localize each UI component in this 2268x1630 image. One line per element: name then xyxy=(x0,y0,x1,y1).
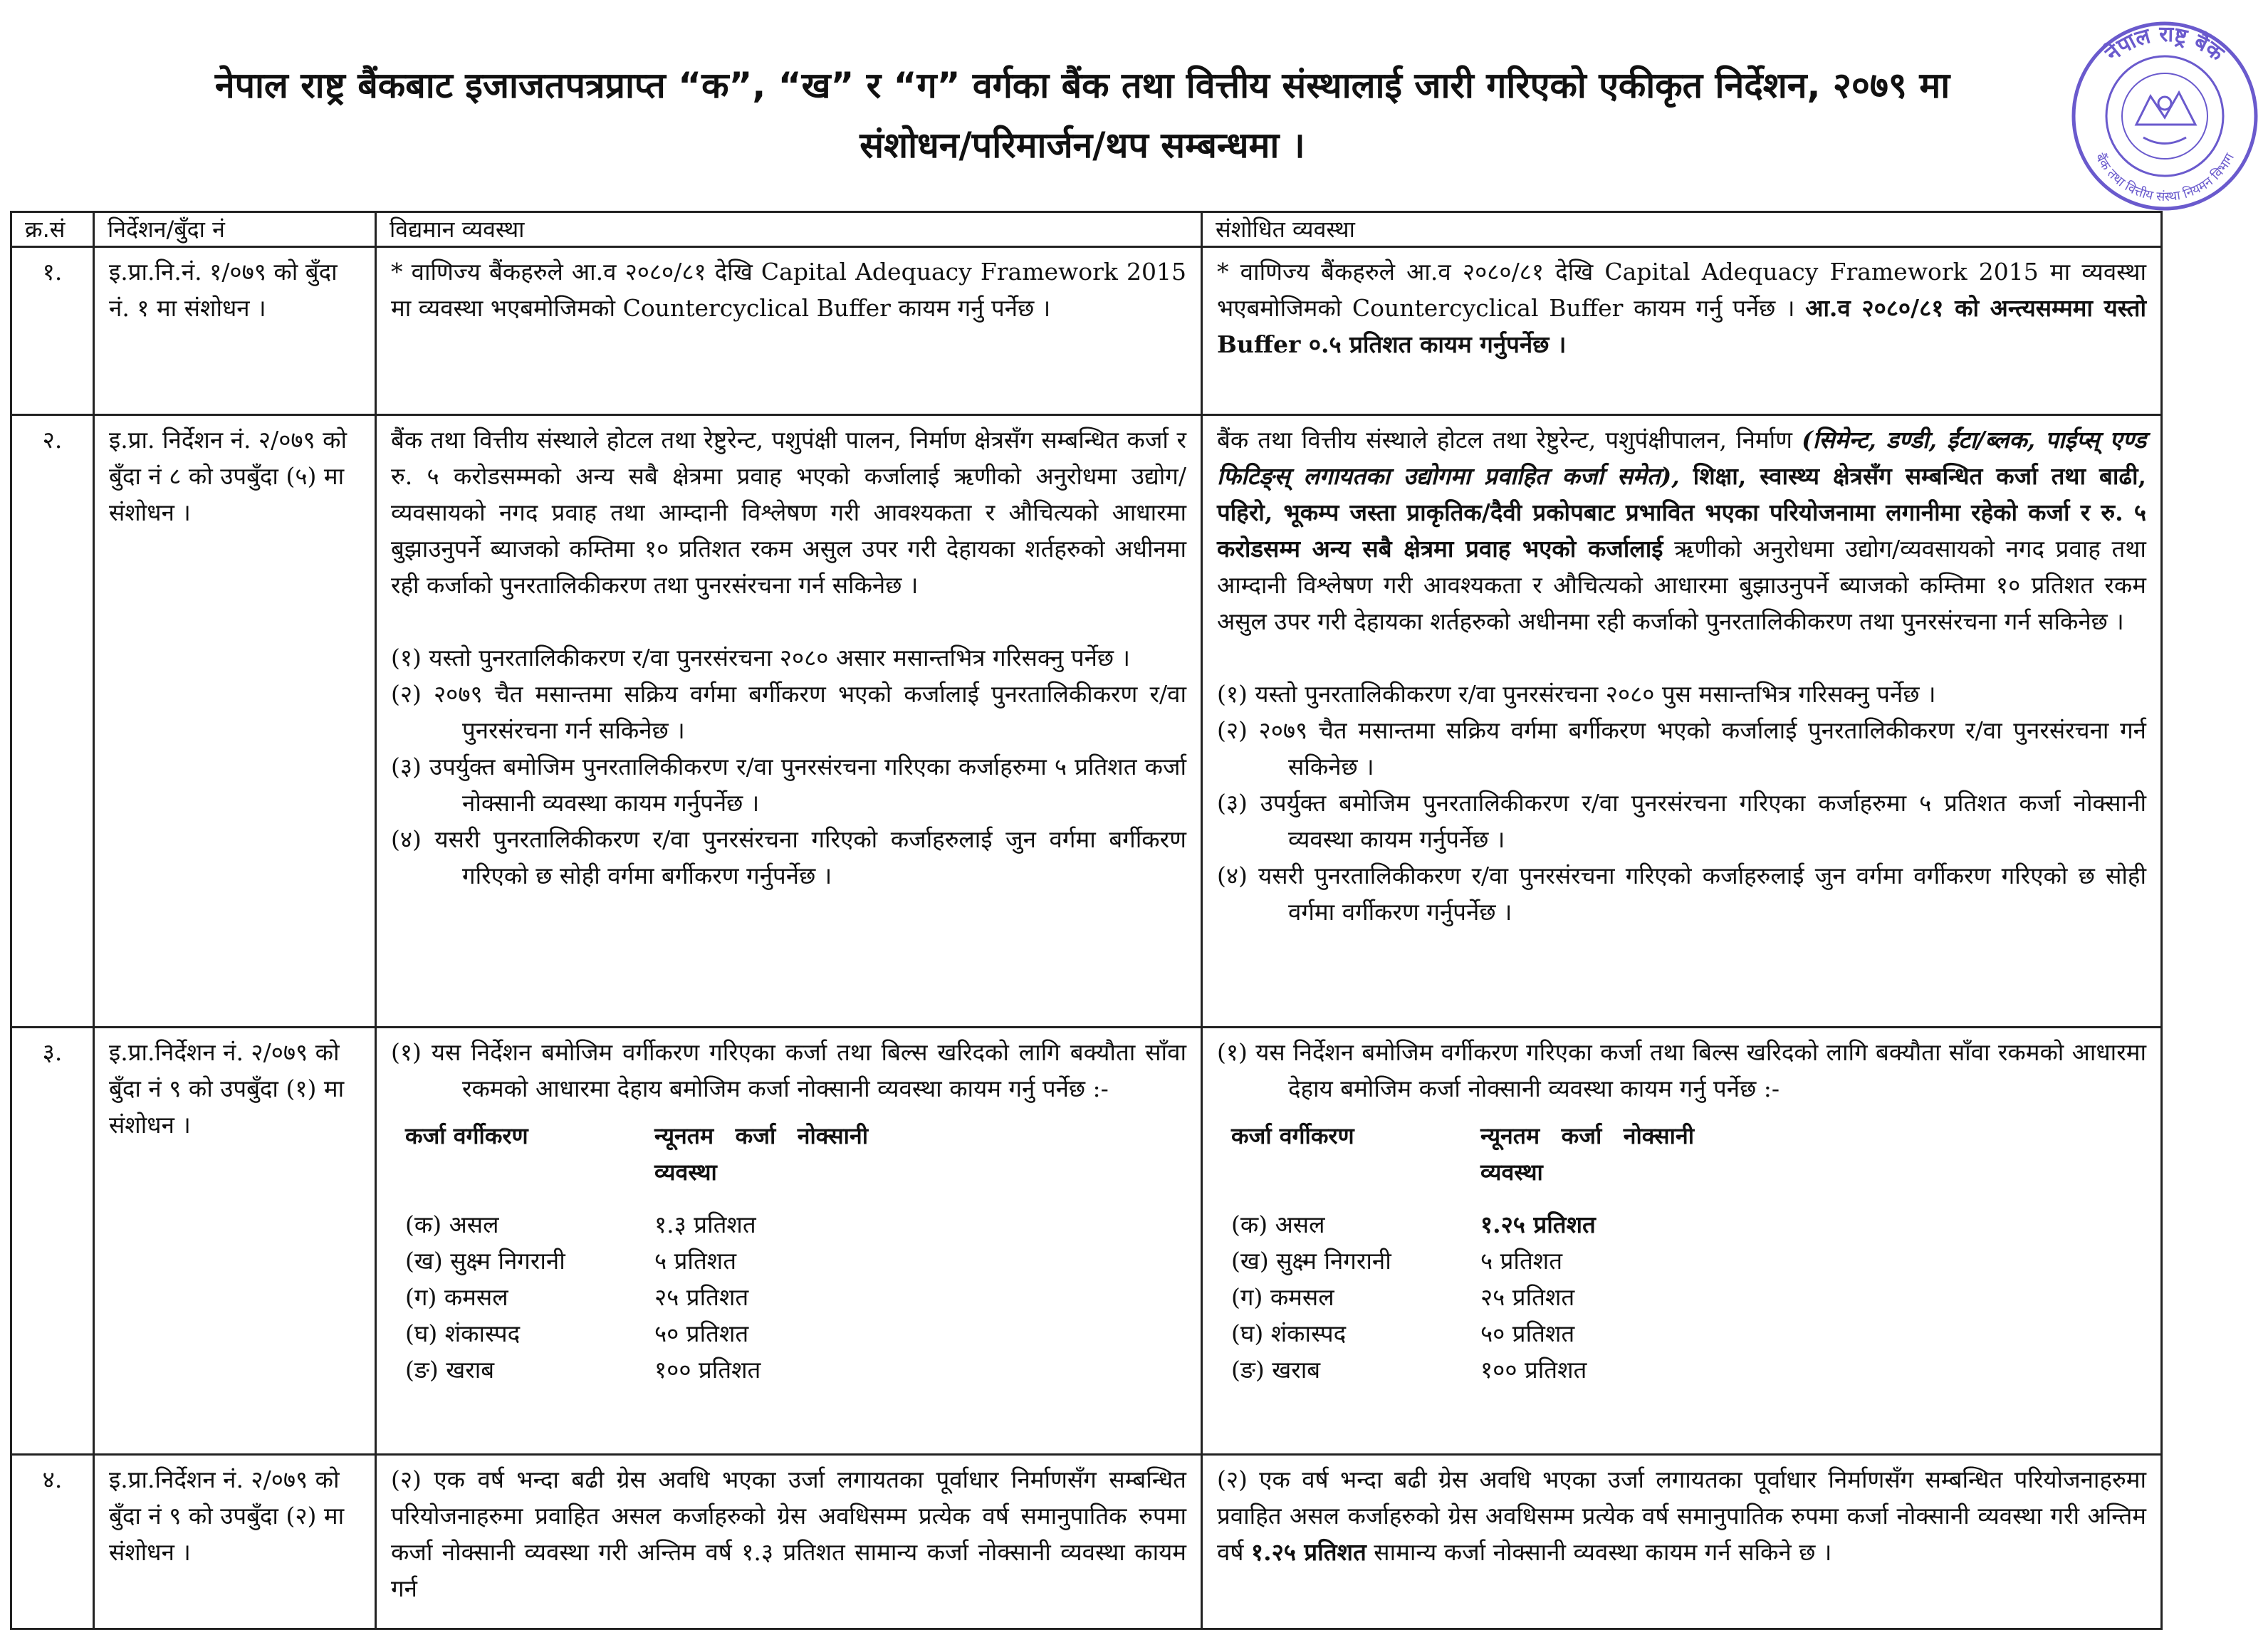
class-name: (क) असल xyxy=(405,1211,499,1238)
document-title xyxy=(28,56,2136,175)
row-serial: २. xyxy=(11,415,94,1028)
header-reference: निर्देशन/बुँदा नं xyxy=(94,212,376,247)
table-row xyxy=(11,1455,2162,1629)
existing-intro: (१) यस निर्देशन बमोजिम वर्गीकरण गरिएका कर्जा तथा बिल्स खरिदको लागि बक्यौता साँवा रकमको आधारमा देहाय बमोजिम कर्जा नोक्सानी व्यवस्था कायम गर्नु पर्नेछ :- xyxy=(391,1038,1186,1102)
table-row xyxy=(11,1028,2162,1455)
header-existing: विद्यमान व्यवस्था xyxy=(376,212,1202,247)
row-serial: १. xyxy=(11,247,94,415)
seal-top-text: नेपाल राष्ट्र बैंक xyxy=(2101,21,2229,67)
revised-bold-text: आ.व २०८०/८१ को अन्त्यसम्ममा यस्तो Buffer ०.५ प्रतिशत कायम गर्नुपर्नेछ । xyxy=(1217,294,2146,358)
class-rate: ५ प्रतिशत xyxy=(1480,1247,1563,1275)
existing-provision: * वाणिज्य बैंकहरुले आ.व २०८०/८१ देखि Capital Adequacy Framework 2015 मा व्यवस्था भएबमोजिमको Countercyclical Buffer कायम गर्नु पर्नेछ । xyxy=(376,247,1202,415)
header-revised: संशोधित व्यवस्था xyxy=(1202,212,2162,247)
revised-classification-table xyxy=(1217,1118,2146,1388)
class-rate: २५ प्रतिशत xyxy=(654,1283,749,1311)
existing-provision xyxy=(376,1028,1202,1455)
revised-provision xyxy=(1202,1455,2162,1629)
revised-text: ऋणीको अनुरोधमा उद्योग/व्यवसायको नगद प्रवाह तथा आम्दानी विश्लेषण गरी आवश्यकता र औचित्यको आधारमा बुझाउनुपर्ने ब्याजको कम्तिमा १० प्रतिशत रकम असुल उपर गरी देहायका शर्तहरुको अधीनमा रही कर्जाको पुनरतालिकीकरण तथा पुनरसंरचना गर्न सकिनेछ । xyxy=(1217,535,2146,635)
title-line-2: संशोधन/परिमार्जन/थप सम्बन्धमा । xyxy=(859,125,1305,166)
existing-condition-item: (१) यस्तो पुनरतालिकीकरण र/वा पुनरसंरचना २०८० असार मसान्तभित्र गरिसक्नु पर्नेछ । xyxy=(391,644,1131,672)
class-rate: ५० प्रतिशत xyxy=(1480,1320,1575,1347)
existing-provision xyxy=(376,415,1202,1028)
amendment-table xyxy=(10,211,2163,1630)
class-name: (ङ) खराब xyxy=(405,1356,495,1384)
revised-text: * वाणिज्य बैंकहरुले आ.व २०८०/८१ देखि Capital Adequacy Framework 2015 मा व्यवस्था भएबमोजिमको Countercyclical Buffer कायम गर्नु पर्नेछ । xyxy=(1217,258,2146,322)
header-serial: क्र.सं xyxy=(11,212,94,247)
revised-condition-item: (३) उपर्युक्त बमोजिम पुनरतालिकीकरण र/वा पुनरसंरचना गरिएका कर्जाहरुमा ५ प्रतिशत कर्जा नोक्सानी व्यवस्था कायम गर्नुपर्नेछ । xyxy=(1217,789,2146,853)
revised-paragraph xyxy=(1217,422,2146,639)
sub-header-provision: न्यूनतम कर्जा नोक्सानी व्यवस्था xyxy=(1480,1122,1694,1186)
revised-bold-text: शिक्षा, स्वास्थ्य क्षेत्रसँग सम्बन्धित कर्जा तथा बाढी, पहिरो, भूकम्प जस्ता प्राकृतिक/दैवी प्रकोपबाट प्रभावित भएका परियोजनामा लगानीमा रहेको कर्जा र रु. ५ करोडसम्म अन्य सबै क्षेत्रमा प्रवाह भएको कर्जालाई xyxy=(1217,462,2146,563)
table-header-row xyxy=(11,212,2162,247)
class-name: (घ) शंकास्पद xyxy=(405,1320,521,1347)
sub-header-classification: कर्जा वर्गीकरण xyxy=(405,1122,528,1149)
revised-provision xyxy=(1202,415,2162,1028)
sub-header-provision: न्यूनतम कर्जा नोक्सानी व्यवस्था xyxy=(654,1122,868,1186)
row-serial: ४. xyxy=(11,1455,94,1629)
existing-condition-item: (४) यसरी पुनरतालिकीकरण र/वा पुनरसंरचना गरिएको कर्जाहरुलाई जुन वर्गमा बर्गीकरण गरिएको छ सोही वर्गमा बर्गीकरण गर्नुपर्नेछ । xyxy=(391,825,1186,889)
revised-provision xyxy=(1202,247,2162,415)
existing-condition-item: (३) उपर्युक्त बमोजिम पुनरतालिकीकरण र/वा पुनरसंरचना गरिएका कर्जाहरुमा ५ प्रतिशत कर्जा नोक्सानी व्यवस्था कायम गर्नुपर्नेछ । xyxy=(391,753,1186,817)
class-name: (ग) कमसल xyxy=(1231,1283,1334,1311)
row-reference: इ.प्रा.निर्देशन नं. २/०७९ को बुँदा नं ९ को उपबुँदा (१) मा संशोधन । xyxy=(94,1028,376,1455)
revised-italic-text: (सिमेन्ट, डण्डी, ईंटा/ब्लक, पाईप्स् एण्ड फिटिङ्स् लगायतका उद्योगमा प्रवाहित कर्जा समेत), xyxy=(1217,426,2147,490)
class-name: (क) असल xyxy=(1231,1211,1325,1238)
class-rate: ५० प्रतिशत xyxy=(654,1320,749,1347)
svg-text:नेपाल राष्ट्र बैंक xyxy=(2100,22,2230,67)
sub-header-classification: कर्जा वर्गीकरण xyxy=(1231,1122,1354,1149)
class-rate: १०० प्रतिशत xyxy=(1480,1356,1587,1384)
class-name: (ङ) खराब xyxy=(1231,1356,1321,1384)
revised-condition-item: (१) यस्तो पुनरतालिकीकरण र/वा पुनरसंरचना २०८० पुस मसान्तभित्र गरिसक्नु पर्नेछ । xyxy=(1217,680,1936,708)
class-rate: १०० प्रतिशत xyxy=(654,1356,761,1384)
class-name: (ग) कमसल xyxy=(405,1283,508,1311)
row-reference: इ.प्रा. निर्देशन नं. २/०७९ को बुँदा नं ८ को उपबुँदा (५) मा संशोधन । xyxy=(94,415,376,1028)
existing-paragraph: बैंक तथा वित्तीय संस्थाले होटल तथा रेष्टुरेन्ट, पशुपंक्षी पालन, निर्माण क्षेत्रसँग सम्बन्धित कर्जा र रु. ५ करोडसम्मको अन्य सबै क्षेत्रमा प्रवाह भएको कर्जालाई ऋणीको अनुरोधमा उद्योग/व्यवसायको नगद प्रवाह तथा आम्दानी विश्लेषण गरी आवश्यकता र औचित्यको आधारमा बुझाउनुपर्ने ब्याजको कम्तिमा १० प्रतिशत रकम असुल उपर गरी देहायका शर्तहरुको अधीनमा रही कर्जाको पुनरतालिकीकरण तथा पुनरसंरचना गर्न सकिनेछ । xyxy=(391,426,1186,599)
table-row xyxy=(11,247,2162,415)
class-rate: १.३ प्रतिशत xyxy=(654,1211,756,1238)
revised-provision xyxy=(1202,1028,2162,1455)
existing-condition-item: (२) २०७९ चैत मसान्तमा सक्रिय वर्गमा बर्गीकरण भएको कर्जालाई पुनरतालिकीकरण र/वा पुनरसंरचना गर्न सकिनेछ । xyxy=(391,680,1186,744)
nrb-seal-stamp xyxy=(2069,18,2261,214)
class-rate: २५ प्रतिशत xyxy=(1480,1283,1575,1311)
class-name: (ख) सुक्ष्म निगरानी xyxy=(405,1247,565,1275)
revised-condition-item: (४) यसरी पुनरतालिकीकरण र/वा पुनरसंरचना गरिएको कर्जाहरुलाई जुन वर्गमा वर्गीकरण गरिएको छ सोही वर्गमा वर्गीकरण गर्नुपर्नेछ । xyxy=(1217,862,2146,926)
existing-provision: (२) एक वर्ष भन्दा बढी ग्रेस अवधि भएका उर्जा लगायतका पूर्वाधार निर्माणसँग सम्बन्धित परियोजनाहरुमा प्रवाहित असल कर्जाहरुको ग्रेस अवधिसम्म प्रत्येक वर्ष समानुपातिक रुपमा कर्जा नोक्सानी व्यवस्था गरी अन्तिम वर्ष १.३ प्रतिशत सामान्य कर्जा नोक्सानी व्यवस्था कायम गर्न xyxy=(376,1455,1202,1629)
revised-intro: (१) यस निर्देशन बमोजिम वर्गीकरण गरिएका कर्जा तथा बिल्स खरिदको लागि बक्यौता साँवा रकमको आधारमा देहाय बमोजिम कर्जा नोक्सानी व्यवस्था कायम गर्नु पर्नेछ :- xyxy=(1217,1038,2146,1102)
existing-classification-table xyxy=(391,1118,1186,1388)
seal-bottom-text: बैंक तथा वित्तीय संस्था नियमन विभाग xyxy=(2092,151,2237,205)
revised-text: (२) एक वर्ष भन्दा बढी ग्रेस अवधि भएका उर्जा लगायतका पूर्वाधार निर्माणसँग सम्बन्धित परियोजनाहरुमा प्रवाहित असल कर्जाहरुको ग्रेस अवधिसम्म प्रत्येक वर्ष समानुपातिक रुपमा कर्जा नोक्सानी व्यवस्था गरी अन्तिम वर्ष xyxy=(1217,1466,2146,1566)
revised-text: बैंक तथा वित्तीय संस्थाले होटल तथा रेष्टुरेन्ट, पशुपंक्षीपालन, निर्माण xyxy=(1217,426,1802,454)
revised-bold-text: १.२५ प्रतिशत xyxy=(1250,1538,1366,1566)
class-name: (ख) सुक्ष्म निगरानी xyxy=(1231,1247,1391,1275)
class-rate: १.२५ प्रतिशत xyxy=(1480,1211,1596,1238)
row-reference: इ.प्रा.निर्देशन नं. २/०७९ को बुँदा नं ९ को उपबुँदा (२) मा संशोधन । xyxy=(94,1455,376,1629)
row-serial: ३. xyxy=(11,1028,94,1455)
row-reference: इ.प्रा.नि.नं. १/०७९ को बुँदा नं. १ मा संशोधन । xyxy=(94,247,376,415)
class-rate: ५ प्रतिशत xyxy=(654,1247,737,1275)
class-name: (घ) शंकास्पद xyxy=(1231,1320,1347,1347)
revised-condition-item: (२) २०७९ चैत मसान्तमा सक्रिय वर्गमा बर्गीकरण भएको कर्जालाई पुनरतालिकीकरण र/वा पुनरसंरचना गर्न सकिनेछ । xyxy=(1217,716,2146,780)
table-row xyxy=(11,415,2162,1028)
revised-text: सामान्य कर्जा नोक्सानी व्यवस्था कायम गर्न सकिने छ । xyxy=(1366,1538,1832,1566)
title-line-1: नेपाल राष्ट्र बैंकबाट इजाजतपत्रप्राप्त “क”, “ख” र “ग” वर्गका बैंक तथा वित्तीय संस्थालाई जारी गरिएको एकीकृत निर्देशन, २०७९ मा xyxy=(214,65,1950,106)
